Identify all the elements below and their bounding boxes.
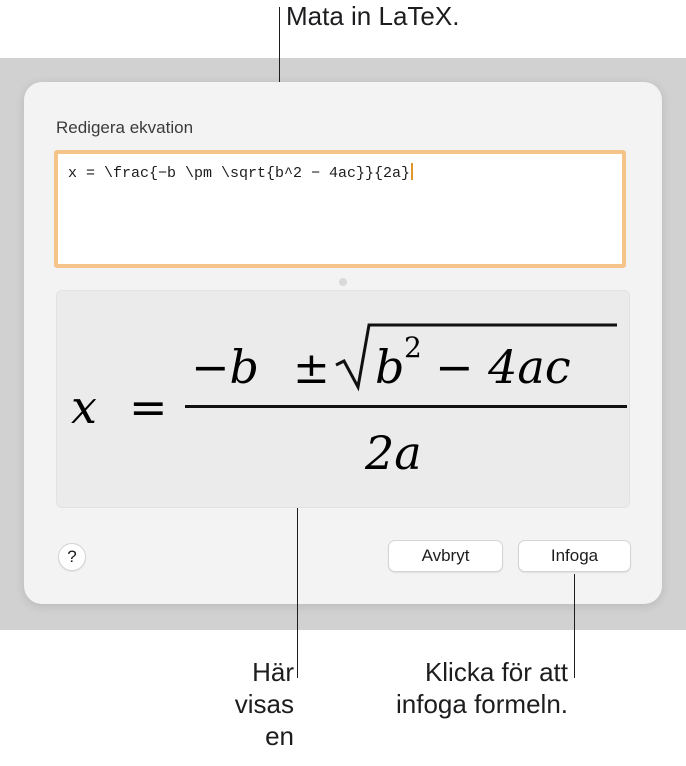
formula-exponent: 2	[404, 331, 422, 364]
callout-preview-line-1: Här	[252, 657, 294, 687]
edit-equation-dialog	[24, 82, 662, 604]
help-button[interactable]: ?	[58, 543, 86, 571]
callout-insert-line-2: infoga formeln.	[396, 689, 568, 719]
callout-insert-line-1: Klicka för att	[424, 657, 568, 687]
formula-b: b	[375, 340, 405, 394]
callout-preview-line-2: visas	[234, 689, 294, 719]
callout-line-preview	[297, 508, 298, 678]
callout-insert-label	[340, 656, 568, 720]
cancel-button[interactable]: Avbryt	[388, 540, 503, 572]
formula-fraction-bar	[185, 405, 627, 408]
formula-denominator: 2a	[365, 426, 422, 480]
latex-input[interactable]	[54, 150, 626, 268]
formula-render	[57, 291, 631, 509]
formula-minus-4ac: − 4ac	[435, 340, 571, 394]
formula-pm: ±	[293, 343, 330, 394]
callout-preview-label	[200, 656, 294, 752]
insert-button[interactable]: Infoga	[518, 540, 631, 572]
latex-input-value: x = \frac{−b \pm \sqrt{b^2 − 4ac}}{2a}	[68, 165, 411, 182]
equation-preview	[56, 290, 630, 508]
text-cursor	[411, 163, 413, 180]
formula-equals: =	[129, 380, 168, 434]
callout-line-insert	[574, 574, 575, 678]
callout-preview-line-3: en	[265, 721, 294, 751]
resize-handle[interactable]	[339, 278, 347, 286]
formula-lhs: x	[71, 380, 97, 434]
callout-latex-label: Mata in LaTeX.	[286, 1, 460, 31]
formula-neg-b: −b	[191, 340, 259, 394]
dialog-title: Redigera ekvation	[56, 118, 194, 137]
